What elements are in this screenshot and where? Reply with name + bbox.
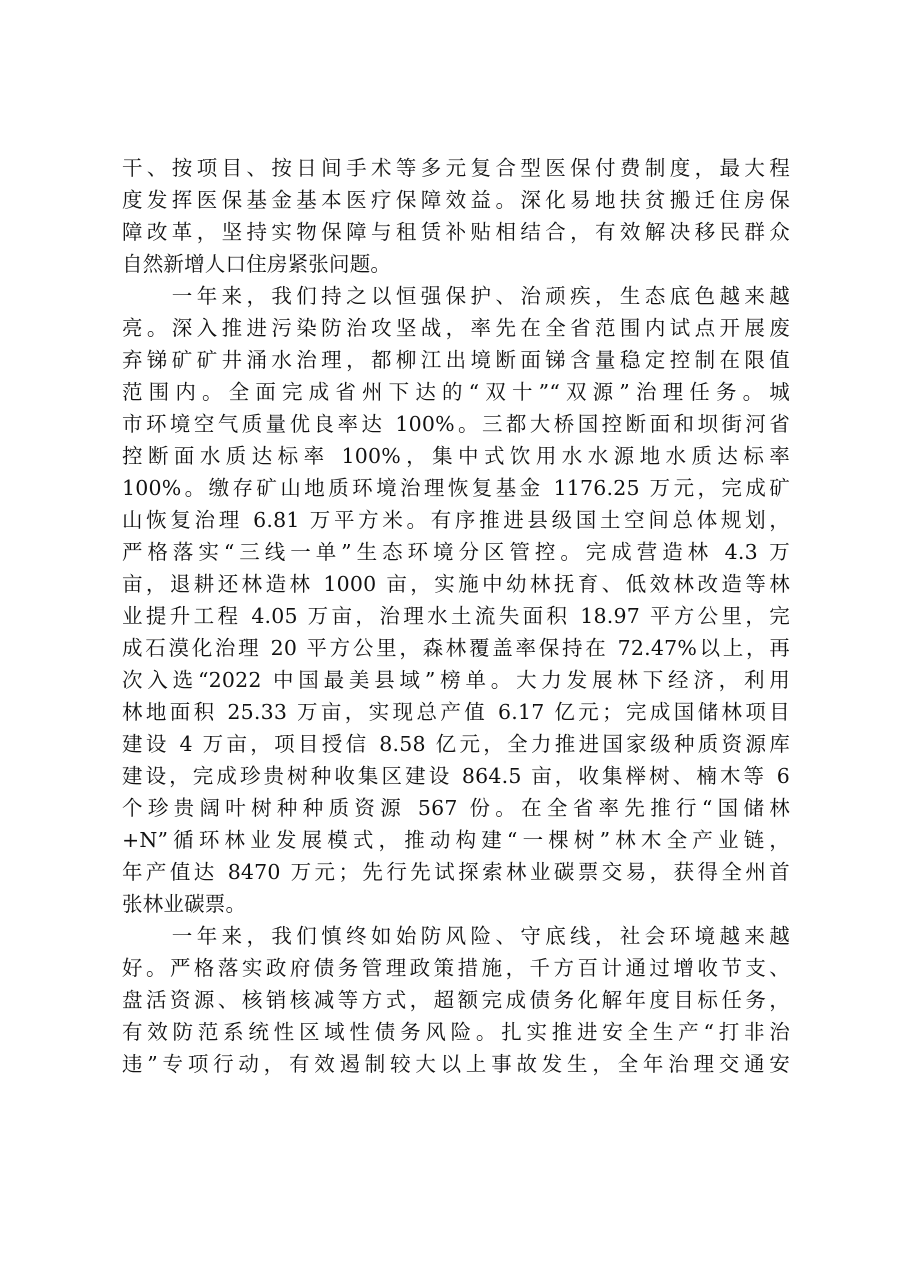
text-line: 好。严格落实政府债务管理政策措施，千方百计通过增收节支、 xyxy=(122,956,790,980)
text-line: 自然新增人口住房紧张问题。 xyxy=(122,252,392,276)
text-line: 市环境空气质量优良率达 100%。三都大桥国控断面和坝街河省 xyxy=(122,412,790,436)
document-body xyxy=(122,152,790,1080)
text-line: 张林业碳票。 xyxy=(122,892,247,916)
paragraph-risk-prevention xyxy=(122,920,790,1080)
text-line: 成石漠化治理 20 平方公里，森林覆盖率保持在 72.47%以上，再 xyxy=(122,636,790,660)
text-line: 度发挥医保基金基本医疗保障效益。深化易地扶贫搬迁住房保 xyxy=(122,188,790,212)
text-line: 亩，退耕还林造林 1000 亩，实施中幼林抚育、低效林改造等林 xyxy=(122,572,790,596)
text-line: 建设 4 万亩，项目授信 8.58 亿元，全力推进国家级种质资源库 xyxy=(122,732,790,756)
text-line: 山恢复治理 6.81 万平方米。有序推进县级国土空间总体规划， xyxy=(122,508,790,532)
text-line: 个珍贵阔叶树种种质资源 567 份。在全省率先推行“国储林 xyxy=(122,796,790,820)
text-line: 违”专项行动，有效遏制较大以上事故发生，全年治理交通安 xyxy=(122,1052,790,1076)
text-line: 弃锑矿矿井涌水治理，都柳江出境断面锑含量稳定控制在限值 xyxy=(122,348,790,372)
text-line: 盘活资源、核销核减等方式，超额完成债务化解年度目标任务， xyxy=(122,988,790,1012)
text-line: 林地面积 25.33 万亩，实现总产值 6.17 亿元；完成国储林项目 xyxy=(122,700,790,724)
text-line: 亮。深入推进污染防治攻坚战，率先在全省范围内试点开展废 xyxy=(122,316,790,340)
text-line: 控断面水质达标率 100%，集中式饮用水水源地水质达标率 xyxy=(122,444,790,468)
paragraph-healthcare-housing xyxy=(122,152,790,280)
text-line: 一年来，我们慎终如始防风险、守底线，社会环境越来越 xyxy=(122,924,790,948)
text-line: 有效防范系统性区域性债务风险。扎实推进安全生产“打非治 xyxy=(122,1020,790,1044)
text-line: 干、按项目、按日间手术等多元复合型医保付费制度，最大程 xyxy=(122,156,790,180)
text-line: 100%。缴存矿山地质环境治理恢复基金 1176.25 万元，完成矿 xyxy=(122,476,790,500)
text-line: 范围内。全面完成省州下达的“双十”“双源”治理任务。城 xyxy=(122,380,790,404)
text-line: +N”循环林业发展模式，推动构建“一棵树”林木全产业链， xyxy=(122,828,790,852)
text-line: 年产值达 8470 万元；先行先试探索林业碳票交易，获得全州首 xyxy=(122,860,790,884)
text-line: 建设，完成珍贵树种收集区建设 864.5 亩，收集榉树、楠木等 6 xyxy=(122,764,790,788)
paragraph-ecology xyxy=(122,280,790,920)
text-line: 业提升工程 4.05 万亩，治理水土流失面积 18.97 平方公里，完 xyxy=(122,604,790,628)
text-line: 严格落实“三线一单”生态环境分区管控。完成营造林 4.3 万 xyxy=(122,540,790,564)
text-line: 一年来，我们持之以恒强保护、治顽疾，生态底色越来越 xyxy=(122,284,790,308)
text-line: 障改革，坚持实物保障与租赁补贴相结合，有效解决移民群众 xyxy=(122,220,790,244)
text-line: 次入选“2022 中国最美县域”榜单。大力发展林下经济，利用 xyxy=(122,668,790,692)
